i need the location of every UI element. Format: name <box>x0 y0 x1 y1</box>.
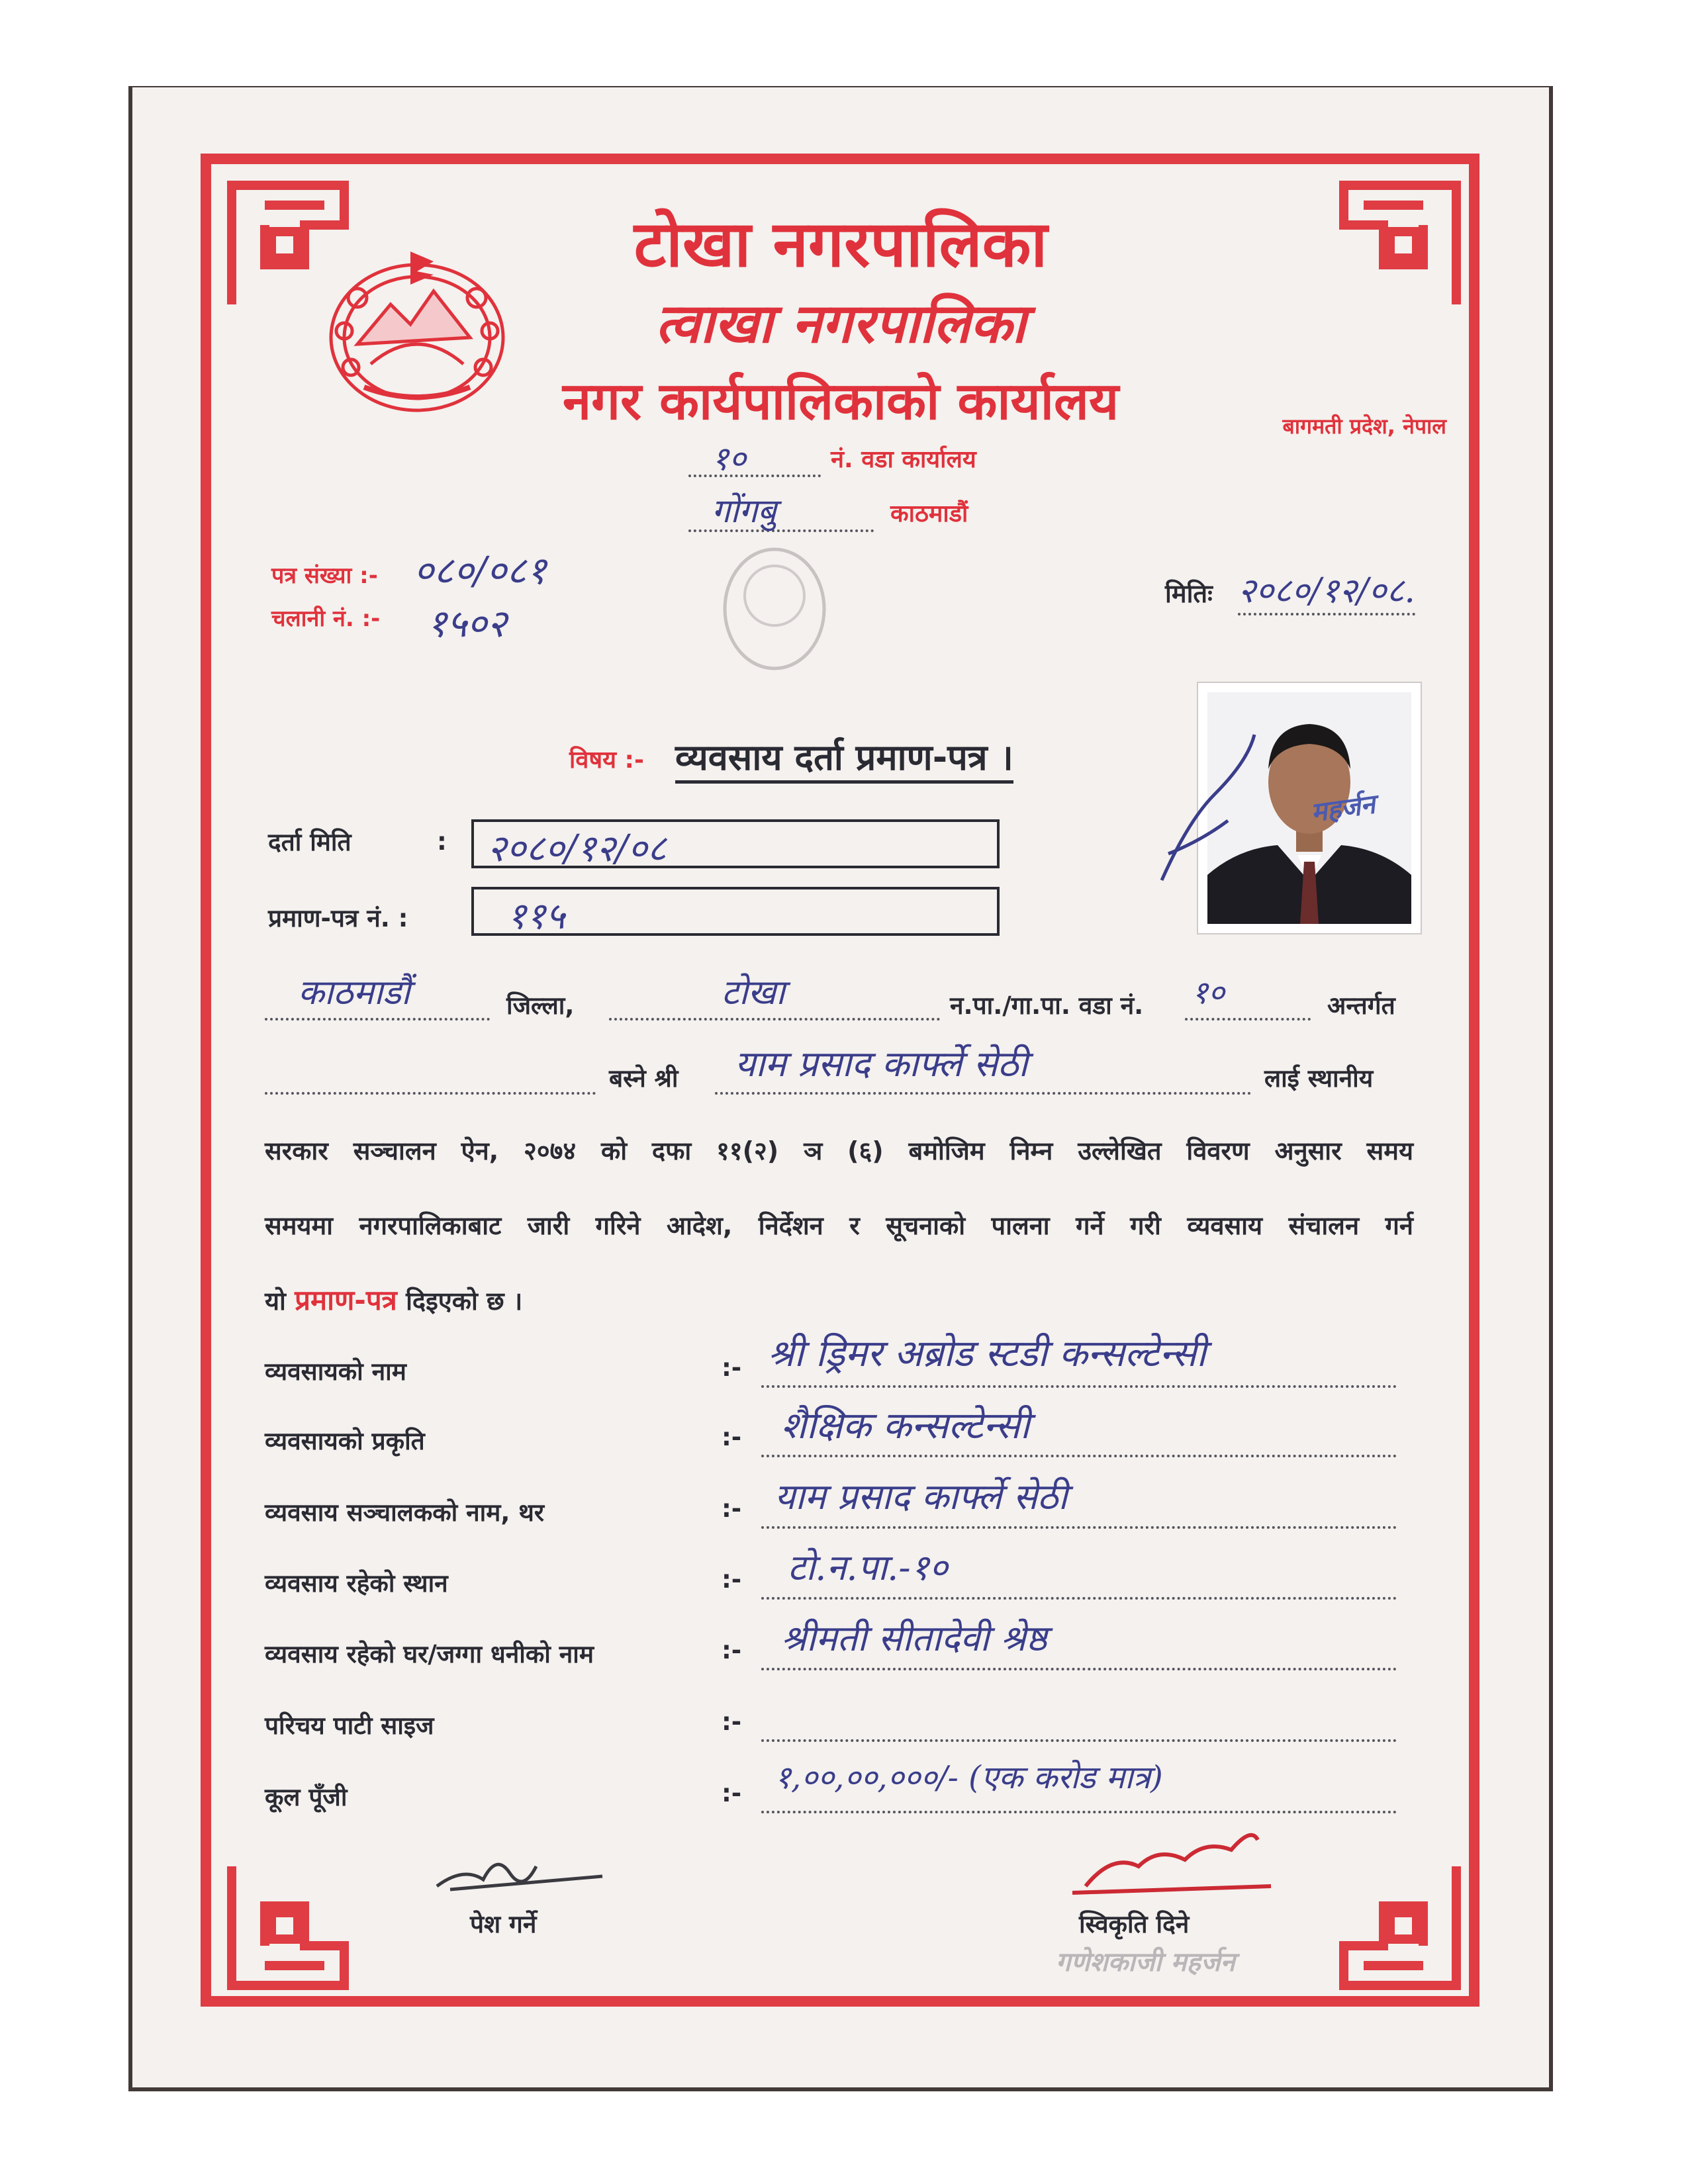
nepal-emblem-icon <box>311 245 523 424</box>
ward-number-field: १० <box>688 440 821 477</box>
province-label: बागमती प्रदेश, नेपाल <box>1282 414 1446 439</box>
detail-field-landlord-name: श्रीमती सीतादेवी श्रेष्ठ <box>761 1629 1397 1670</box>
certificate-number-box: ११५ <box>471 887 1000 936</box>
municipality-ward-label: न.पा./गा.पा. वडा नं. <box>950 991 1144 1020</box>
detail-field-total-capital: १,००,००,०००/- (एक करोड मात्र) <box>761 1772 1397 1813</box>
to-local-label: लाई स्थानीय <box>1264 1064 1374 1093</box>
district-word-label: जिल्ला, <box>506 991 575 1020</box>
detail-label-business-nature: व्यवसायको प्रकृति <box>265 1427 425 1455</box>
detail-sep-operator-name: :- <box>722 1494 742 1523</box>
approved-by-label: स्विकृति दिने <box>1079 1910 1190 1938</box>
within-label: अन्तर्गत <box>1327 991 1395 1020</box>
body-text-highlight: प्रमाण-पत्र <box>295 1284 397 1316</box>
detail-field-business-name: श्री ड्रिमर अब्रोड स्टडी कन्सल्टेन्सी <box>761 1347 1397 1388</box>
ward-office-label: नं. वडा कार्यालय <box>831 446 976 473</box>
subject-text: व्यवसाय दर्ता प्रमाण-पत्र । <box>675 731 1013 784</box>
detail-label-business-location: व्यवसाय रहेको स्थान <box>265 1569 448 1598</box>
letter-no-value: ०८०/०८१ <box>414 548 547 593</box>
detail-field-signboard-size <box>761 1701 1397 1742</box>
municipality-title: टोखा नगरपालिका <box>633 207 1048 281</box>
dispatch-no-value: १५०२ <box>427 601 507 646</box>
detail-label-landlord-name: व्यवसाय रहेको घर/जग्गा धनीको नाम <box>265 1640 594 1668</box>
detail-sep-landlord-name: :- <box>722 1636 742 1664</box>
corner-ornament-bottom-left <box>225 1866 351 1992</box>
district-label: काठमाडौं <box>890 500 968 527</box>
ward-value-field: १० <box>1185 979 1311 1021</box>
body-text-line-3 <box>265 1281 522 1318</box>
registration-date-box: २०८०/१२/०८ <box>471 819 1000 868</box>
registration-date-separator: : <box>437 827 447 856</box>
district-value-field: काठमाडौं <box>265 979 490 1021</box>
subject-label: विषय :- <box>569 747 644 774</box>
blank-prefix-field <box>265 1059 596 1095</box>
detail-sep-business-location: :- <box>722 1565 742 1594</box>
right-signature <box>1059 1813 1284 1906</box>
detail-label-business-name: व्यवसायको नाम <box>265 1357 406 1386</box>
city-value-field: टोखा <box>609 979 940 1021</box>
submitted-by-label: पेश गर्ने <box>470 1910 537 1938</box>
detail-label-operator-name: व्यवसाय सञ्चालकको नाम, थर <box>265 1498 545 1527</box>
detail-field-business-location: टो.न.पा.-१० <box>761 1559 1397 1600</box>
body-text-line-1: सरकार सञ्चालन ऐन, २०७४ को दफा ११(२) ञ (६) बमोजिम निम्न उल्लेखित विवरण अनुसार समय <box>265 1136 1413 1165</box>
corner-ornament-bottom-right <box>1337 1866 1463 1992</box>
dispatch-no-label: चलानी नं. :- <box>271 606 381 632</box>
certificate-number-label: प्रमाण-पत्र नं. : <box>268 904 408 933</box>
office-title: नगर कार्यपालिकाको कार्यालय <box>562 372 1119 432</box>
body-text-line-3-post: दिइएको छ । <box>406 1287 523 1316</box>
detail-sep-business-name: :- <box>722 1353 742 1382</box>
detail-label-total-capital: कूल पूँजी <box>265 1783 348 1811</box>
municipality-title-newari: त्वाखा नगरपालिका <box>655 293 1026 355</box>
detail-field-business-nature: शैक्षिक कन्सल्टेन्सी <box>761 1416 1397 1457</box>
date-label: मितिः <box>1165 579 1213 608</box>
corner-ornament-top-right <box>1337 179 1463 311</box>
registration-date-label: दर्ता मिति <box>268 828 352 856</box>
resident-name-field: याम प्रसाद कार्फ्ले सेठी <box>715 1052 1251 1095</box>
date-value: २०८०/१२/०८. <box>1238 566 1415 615</box>
place-field: गोंगबु <box>688 495 874 532</box>
detail-field-operator-name: याम प्रसाद कार्फ्ले सेठी <box>761 1488 1397 1529</box>
approver-stamp-name: गणेशकाजी महर्जन <box>1056 1947 1235 1978</box>
body-text-line-2: समयमा नगरपालिकाबाट जारी गरिने आदेश, निर्देशन र सूचनाको पालना गर्ने गरी व्यवसाय संचालन गर्न <box>265 1211 1413 1240</box>
photo-stamp-text: महर्जन <box>1309 788 1378 829</box>
body-text-line-3-pre: यो <box>265 1287 286 1316</box>
left-signature <box>424 1840 616 1906</box>
letter-no-label: पत्र संख्या :- <box>271 563 378 589</box>
resident-label: बस्ने श्री <box>609 1064 679 1093</box>
detail-sep-business-nature: :- <box>722 1423 742 1451</box>
detail-sep-signboard-size: :- <box>722 1707 742 1736</box>
photo-signature <box>1149 721 1268 893</box>
faded-seal <box>708 536 841 702</box>
detail-label-signboard-size: परिचय पाटी साइज <box>265 1711 434 1740</box>
detail-sep-total-capital: :- <box>722 1779 742 1807</box>
